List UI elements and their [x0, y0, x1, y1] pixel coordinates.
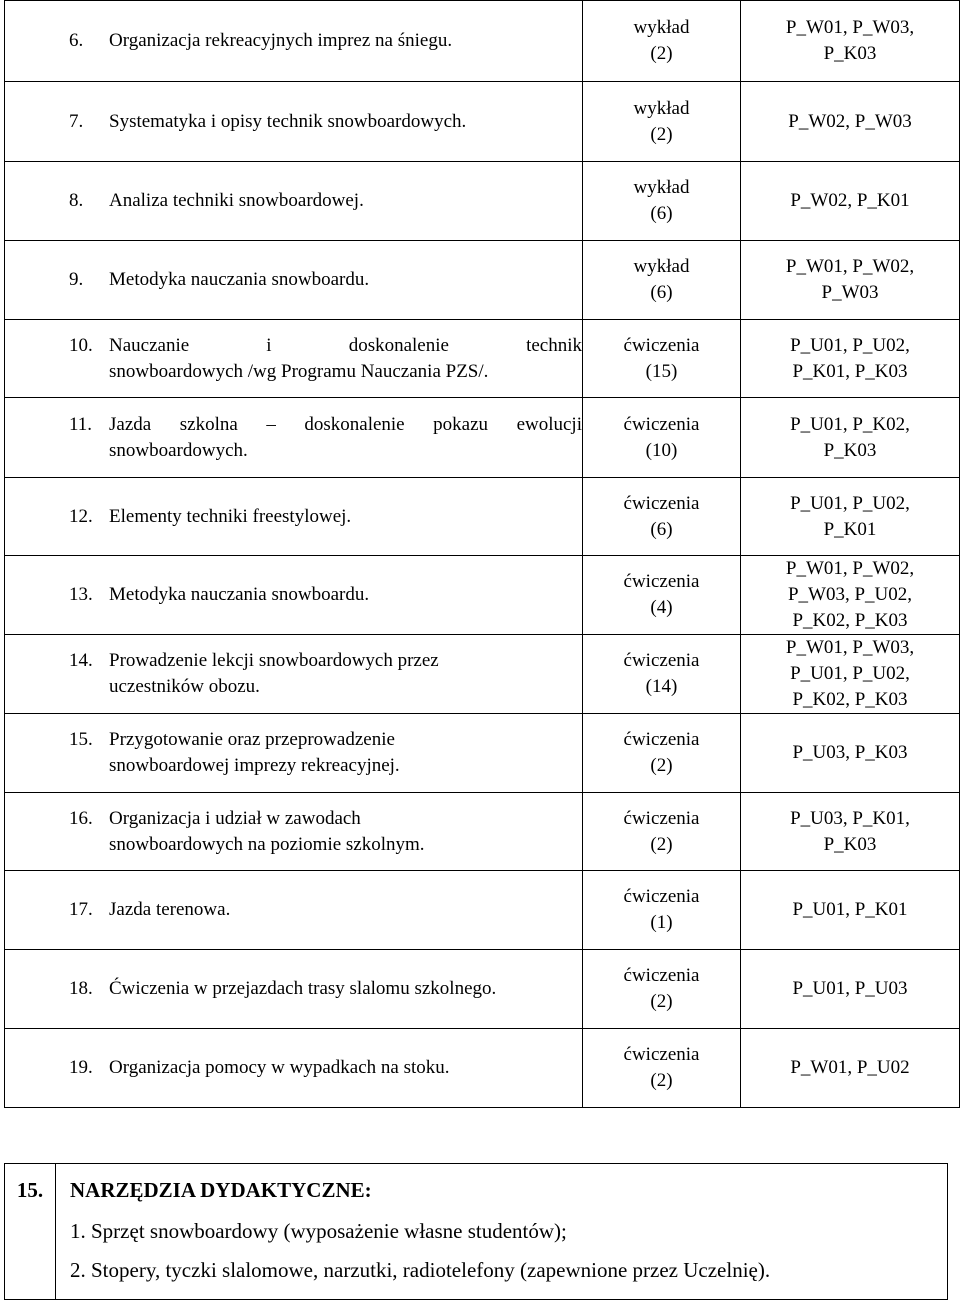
topic-title: Ćwiczenia w przejazdach trasy slalomu szkolnego.	[109, 978, 497, 999]
class-hours: (1)	[650, 912, 673, 933]
topic-cell	[5, 478, 583, 556]
effect-line: P_U03, P_K03	[792, 742, 908, 763]
section-content	[56, 1164, 948, 1300]
class-hours: (10)	[645, 439, 678, 461]
effect-line: P_K02, P_K03	[792, 610, 908, 631]
table-row	[5, 793, 960, 871]
topic-title-line: uczestników obozu.	[109, 676, 260, 697]
effect-line: P_U01, P_U02,	[790, 492, 910, 514]
topics-table-body	[5, 1, 960, 1108]
effect-line: P_W01, P_U02	[790, 1057, 910, 1078]
section-15-row	[5, 1164, 948, 1300]
topic-cell	[5, 714, 583, 793]
table-row	[5, 398, 960, 478]
form-cell	[583, 478, 741, 556]
effect-line: P_W01, P_W02,	[785, 256, 915, 277]
topic-title: Analiza techniki snowboardowej.	[109, 190, 364, 211]
topic-title-line: snowboardowych na poziomie szkolnym.	[109, 833, 425, 855]
class-hours: (2)	[650, 833, 673, 855]
effects-cell	[741, 162, 960, 241]
topic-cell	[5, 950, 583, 1029]
class-hours: (6)	[650, 282, 673, 303]
table-row	[5, 82, 960, 162]
form-cell	[583, 162, 741, 241]
effects-cell	[741, 1029, 960, 1108]
table-row	[5, 950, 960, 1029]
topics-table	[4, 0, 960, 1108]
effects-cell	[741, 320, 960, 398]
effect-line: P_U03, P_K01,	[790, 807, 910, 829]
topic-cell	[5, 1, 583, 82]
table-row	[5, 714, 960, 793]
class-hours: (14)	[645, 676, 678, 697]
form-cell	[583, 556, 741, 635]
effect-line: P_W01, P_W03,	[785, 17, 915, 38]
effects-cell	[741, 871, 960, 950]
effect-line: P_U01, P_U02,	[790, 663, 910, 684]
topic-cell	[5, 320, 583, 398]
effects-cell	[741, 82, 960, 162]
topic-title-line: Organizacja i udział w zawodach	[109, 807, 361, 829]
topic-title: Metodyka nauczania snowboardu.	[109, 269, 370, 290]
form-cell	[583, 1029, 741, 1108]
topic-number: 7.	[69, 110, 84, 132]
table-row	[5, 1, 960, 82]
class-form: wykład	[633, 256, 690, 277]
topic-title-line: Przygotowanie oraz przeprowadzenie	[109, 729, 395, 750]
effect-line: P_W03	[821, 282, 879, 303]
class-hours: (2)	[650, 123, 673, 145]
effect-line: P_W03, P_U02,	[787, 584, 913, 605]
effect-line: P_U01, P_K02,	[790, 413, 910, 435]
class-hours: (6)	[650, 203, 673, 224]
topic-number: 16.	[69, 807, 93, 829]
topic-number: 17.	[69, 899, 93, 920]
topic-title: Jazda terenowa.	[109, 899, 231, 920]
effect-line: P_K01	[823, 518, 877, 540]
table-row	[5, 556, 960, 635]
topic-number: 9.	[69, 269, 84, 290]
topic-number: 15.	[69, 729, 93, 750]
table-row	[5, 241, 960, 320]
effect-line: P_K02, P_K03	[792, 689, 908, 710]
class-form: ćwiczenia	[623, 413, 700, 435]
topic-title	[109, 412, 582, 464]
topic-title-line: snowboardowych /wg Programu Nauczania PZS/.	[109, 360, 489, 382]
class-form: ćwiczenia	[623, 334, 700, 356]
section-number: 15.	[5, 1164, 56, 1300]
topic-number: 12.	[69, 505, 93, 527]
topic-cell	[5, 871, 583, 950]
effect-line: P_K03	[823, 833, 877, 855]
form-cell	[583, 635, 741, 714]
class-form: ćwiczenia	[623, 807, 700, 829]
form-cell	[583, 950, 741, 1029]
topic-cell	[5, 398, 583, 478]
topic-cell	[5, 82, 583, 162]
effect-line: P_W01, P_W03,	[785, 637, 915, 658]
topic-title: Elementy techniki freestylowej.	[109, 505, 352, 527]
topic-number: 13.	[69, 584, 93, 605]
effects-cell	[741, 714, 960, 793]
class-hours: (2)	[650, 991, 673, 1012]
topic-number: 19.	[69, 1057, 93, 1078]
form-cell	[583, 714, 741, 793]
topic-title-line: snowboardowych.	[109, 439, 248, 461]
class-form: ćwiczenia	[623, 492, 700, 514]
effect-line: P_U01, P_K01	[792, 899, 908, 920]
class-form: ćwiczenia	[623, 729, 700, 750]
form-cell	[583, 241, 741, 320]
topic-title-line: Jazda szkolna – doskonalenie pokazu ewolucji	[109, 413, 582, 435]
table-row	[5, 1029, 960, 1108]
effect-line: P_W02, P_W03	[788, 110, 912, 132]
table-row	[5, 478, 960, 556]
class-form: wykład	[633, 17, 690, 38]
topic-cell	[5, 241, 583, 320]
class-form: wykład	[633, 177, 690, 198]
class-form: wykład	[633, 97, 690, 119]
section-15-table	[4, 1163, 948, 1300]
topic-number: 18.	[69, 978, 93, 999]
effect-line: P_U01, P_U02,	[790, 334, 910, 356]
effects-cell	[741, 950, 960, 1029]
effects-cell	[741, 635, 960, 714]
topic-cell	[5, 162, 583, 241]
list-item: 1. Sprzęt snowboardowy (wyposażenie własne studentów);	[70, 1219, 567, 1243]
section-heading: NARZĘDZIA DYDAKTYCZNE:	[70, 1178, 372, 1202]
topic-title: Metodyka nauczania snowboardu.	[109, 584, 370, 605]
form-cell	[583, 793, 741, 871]
topic-number: 6.	[69, 30, 84, 51]
topic-title-line: snowboardowej imprezy rekreacyjnej.	[109, 755, 400, 776]
class-form: ćwiczenia	[623, 650, 700, 671]
class-hours: (4)	[650, 597, 673, 618]
effects-cell	[741, 793, 960, 871]
form-cell	[583, 1, 741, 82]
effect-line: P_K03	[823, 43, 877, 64]
topic-title	[109, 333, 582, 385]
class-form: ćwiczenia	[623, 886, 700, 907]
form-cell	[583, 320, 741, 398]
topic-cell	[5, 556, 583, 635]
topic-title	[109, 648, 582, 700]
topic-title	[109, 806, 582, 858]
class-hours: (2)	[650, 43, 673, 64]
class-hours: (2)	[650, 755, 673, 776]
effects-cell	[741, 478, 960, 556]
table-row	[5, 635, 960, 714]
topic-title-line: Nauczanie i doskonalenie technik	[109, 334, 582, 356]
topic-title-line: Prowadzenie lekcji snowboardowych przez	[109, 650, 439, 671]
effects-cell	[741, 556, 960, 635]
class-form: ćwiczenia	[623, 1044, 700, 1065]
table-row	[5, 162, 960, 241]
topic-title: Organizacja rekreacyjnych imprez na śniegu.	[109, 30, 453, 51]
class-form: ćwiczenia	[623, 965, 700, 986]
table-row	[5, 320, 960, 398]
list-item: 2. Stopery, tyczki slalomowe, narzutki, radiotelefony (zapewnione przez Uczelnię).	[70, 1258, 771, 1282]
class-hours: (15)	[645, 360, 678, 382]
topic-number: 10.	[69, 334, 93, 356]
topic-title	[109, 727, 582, 779]
effects-cell	[741, 1, 960, 82]
effects-cell	[741, 241, 960, 320]
topic-number: 8.	[69, 190, 84, 211]
form-cell	[583, 398, 741, 478]
topic-title: Organizacja pomocy w wypadkach na stoku.	[109, 1057, 450, 1078]
class-hours: (2)	[650, 1070, 673, 1091]
effect-line: P_K01, P_K03	[792, 360, 908, 382]
effect-line: P_U01, P_U03	[792, 978, 908, 999]
topic-number: 14.	[69, 650, 93, 671]
form-cell	[583, 82, 741, 162]
table-row	[5, 871, 960, 950]
effect-line: P_W02, P_K01	[790, 190, 910, 211]
effects-cell	[741, 398, 960, 478]
effect-line: P_K03	[823, 439, 877, 461]
topic-number: 11.	[69, 413, 93, 435]
form-cell	[583, 871, 741, 950]
topic-cell	[5, 1029, 583, 1108]
effect-line: P_W01, P_W02,	[785, 558, 915, 579]
topic-title: Systematyka i opisy technik snowboardowych.	[109, 110, 467, 132]
topic-cell	[5, 635, 583, 714]
class-form: ćwiczenia	[623, 571, 700, 592]
class-hours: (6)	[650, 518, 673, 540]
topic-cell	[5, 793, 583, 871]
